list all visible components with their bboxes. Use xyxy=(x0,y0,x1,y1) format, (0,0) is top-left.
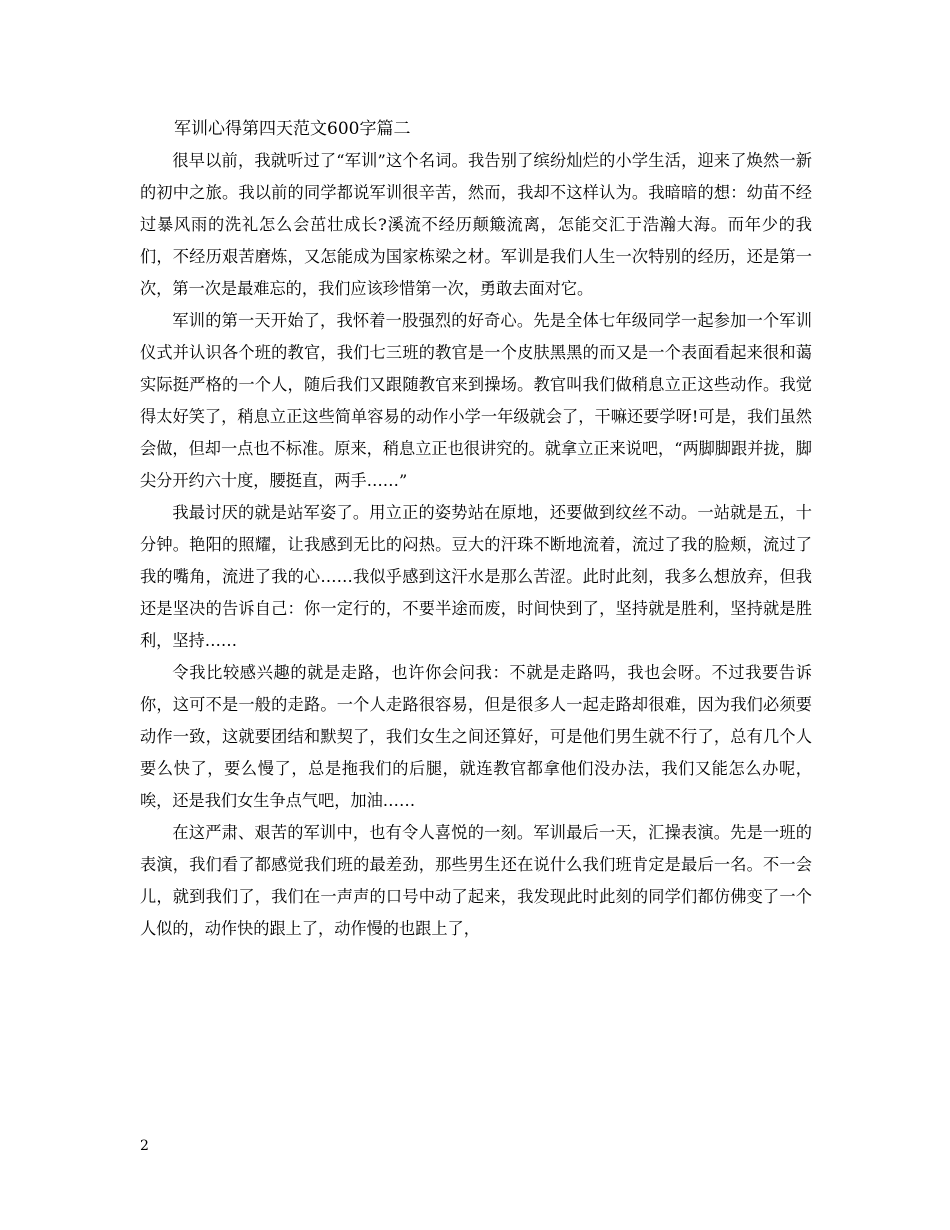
paragraph-1: 很早以前，我就听过了“军训”这个名词。我告别了缤纷灿烂的小学生活，迎来了焕然一新的初中之旅。我以前的同学都说军训很辛苦，然而，我却不这样认为。我暗暗的想：幼苗不经过暴风雨的洗礼怎么会茁壮成长?溪流不经历颠簸流离，怎能交汇于浩瀚大海。而年少的我们，不经历艰苦磨炼，又怎能成为国家栋梁之材。军训是我们人生一次特别的经历，还是第一次，第一次是最难忘的，我们应该珍惜第一次，勇敢去面对它。 xyxy=(140,151,812,298)
document-title: 军训心得第四天范文600字篇二 xyxy=(174,119,411,139)
paragraph-5: 在这严肃、艰苦的军训中，也有令人喜悦的一刻。军训最后一天，汇操表演。先是一班的表演，我们看了都感觉我们班的最差劲，那些男生还在说什么我们班肯定是最后一名。不一会儿，就到我们了，我们在一声声的口号中动了起来，我发现此时此刻的同学们都仿佛变了一个人似的，动作快的跟上了，动作慢的也跟上了， xyxy=(140,823,812,938)
paragraph-2: 军训的第一天开始了，我怀着一股强烈的好奇心。先是全体七年级同学一起参加一个军训仪式并认识各个班的教官，我们七三班的教官是一个皮肤黑黑的而又是一个表面看起来很和蔼实际挺严格的一个人，随后我们又跟随教官来到操场。教官叫我们做稍息立正这些动作。我觉得太好笑了，稍息立正这些简单容易的动作小学一年级就会了，干嘛还要学呀!可是，我们虽然会做，但却一点也不标准。原来，稍息立正也很讲究的。就拿立正来说吧，“两脚脚跟并拢，脚尖分开约六十度，腰挺直，两手……” xyxy=(140,311,812,490)
document-body xyxy=(140,113,812,945)
paragraph-3: 我最讨厌的就是站军姿了。用立正的姿势站在原地，还要做到纹丝不动。一站就是五，十分钟。艳阳的照耀，让我感到无比的闷热。豆大的汗珠不断地流着，流过了我的脸颊，流过了我的嘴角，流进了我的心……我似乎感到这汗水是那么苦涩。此时此刻，我多么想放弃，但我还是坚决的告诉自己：你一定行的，不要半途而废，时间快到了，坚持就是胜利，坚持就是胜利，坚持…… xyxy=(140,503,812,650)
page-number: 2 xyxy=(140,1138,149,1154)
paragraph-4: 令我比较感兴趣的就是走路，也许你会问我：不就是走路吗，我也会呀。不过我要告诉你，这可不是一般的走路。一个人走路很容易，但是很多人一起走路却很难，因为我们必须要动作一致，这就要团结和默契了，我们女生之间还算好，可是他们男生就不行了，总有几个人要么快了，要么慢了，总是拖我们的后腿，就连教官都拿他们没办法，我们又能怎么办呢，唉，还是我们女生争点气吧，加油…… xyxy=(140,663,812,810)
